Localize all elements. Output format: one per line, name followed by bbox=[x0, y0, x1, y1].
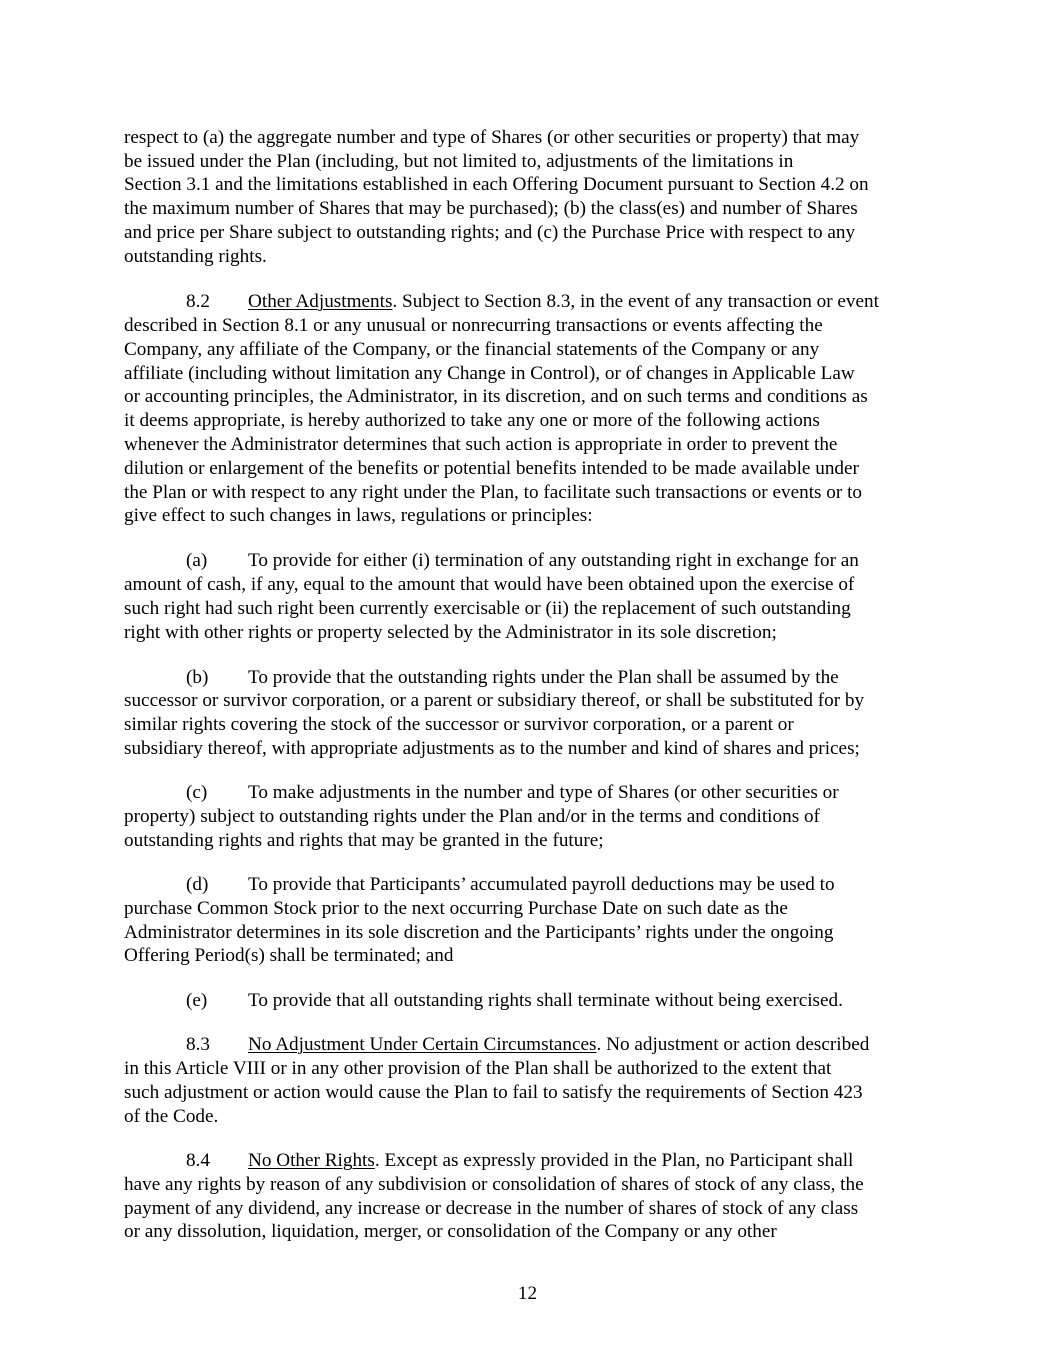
section-number: 8.4 bbox=[186, 1150, 210, 1171]
section-8-4-first-line bbox=[186, 1149, 853, 1173]
section-heading: No Other Rights bbox=[248, 1150, 375, 1171]
paragraph-line: Section 3.1 and the limitations established in each Offering Document pursuant to Section 4.2 on bbox=[124, 174, 869, 195]
paragraph-line: or any dissolution, liquidation, merger, or consolidation of the Company or any other bbox=[124, 1221, 777, 1242]
paragraph-line: such right had such right been currently exercisable or (ii) the replacement of such outstanding bbox=[124, 598, 851, 619]
paragraph-line: or accounting principles, the Administrator, in its discretion, and on such terms and conditions as bbox=[124, 386, 868, 407]
paragraph-line: Offering Period(s) shall be terminated; and bbox=[124, 945, 454, 966]
paragraph-line: described in Section 8.1 or any unusual or nonrecurring transactions or events affecting the bbox=[124, 315, 823, 336]
page-number: 12 bbox=[517, 1283, 538, 1304]
paragraph-line: outstanding rights. bbox=[124, 246, 267, 267]
paragraph-line: property) subject to outstanding rights under the Plan and/or in the terms and conditions of bbox=[124, 806, 820, 827]
paragraph-line: amount of cash, if any, equal to the amount that would have been obtained upon the exercise of bbox=[124, 574, 855, 595]
clause-c-first-line bbox=[186, 781, 839, 805]
paragraph-line: similar rights covering the stock of the successor or survivor corporation, or a parent or bbox=[124, 714, 794, 735]
section-8-3-first-line bbox=[186, 1033, 869, 1057]
clause-label: (a) bbox=[186, 550, 208, 571]
paragraph-line: the maximum number of Shares that may be purchased); (b) the class(es) and number of Shares bbox=[124, 198, 858, 219]
section-text: . Subject to Section 8.3, in the event of any transaction or event bbox=[392, 291, 879, 312]
clause-text: To make adjustments in the number and type of Shares (or other securities or bbox=[248, 782, 839, 803]
paragraph-line: in this Article VIII or in any other provision of the Plan shall be authorized to the extent that bbox=[124, 1058, 832, 1079]
clause-label: (e) bbox=[186, 990, 208, 1011]
paragraph-line: such adjustment or action would cause the Plan to fail to satisfy the requirements of Section 423 bbox=[124, 1082, 863, 1103]
paragraph-line: successor or survivor corporation, or a parent or subsidiary thereof, or shall be substituted for by bbox=[124, 690, 865, 711]
paragraph-line: it deems appropriate, is hereby authorized to take any one or more of the following actions bbox=[124, 410, 820, 431]
paragraph-line: respect to (a) the aggregate number and type of Shares (or other securities or property) that may bbox=[124, 127, 860, 148]
section-text: . No adjustment or action described bbox=[596, 1034, 870, 1055]
paragraph-line: whenever the Administrator determines that such action is appropriate in order to prevent the bbox=[124, 434, 838, 455]
clause-text: To provide that the outstanding rights under the Plan shall be assumed by the bbox=[248, 667, 839, 688]
section-heading: No Adjustment Under Certain Circumstances bbox=[248, 1034, 597, 1055]
clause-text: To provide that Participants’ accumulated payroll deductions may be used to bbox=[248, 874, 835, 895]
paragraph-line: and price per Share subject to outstanding rights; and (c) the Purchase Price with respect to any bbox=[124, 222, 856, 243]
section-8-2-first-line bbox=[186, 290, 879, 314]
clause-text: To provide that all outstanding rights shall terminate without being exercised. bbox=[248, 990, 843, 1011]
section-number: 8.3 bbox=[186, 1034, 210, 1055]
clause-e-first-line bbox=[186, 989, 843, 1013]
paragraph-line: Company, any affiliate of the Company, or the financial statements of the Company or any bbox=[124, 339, 820, 360]
paragraph-line: the Plan or with respect to any right under the Plan, to facilitate such transactions or events or to bbox=[124, 482, 862, 503]
paragraph-line: payment of any dividend, any increase or decrease in the number of shares of stock of any class bbox=[124, 1198, 859, 1219]
clause-label: (d) bbox=[186, 874, 209, 895]
paragraph-line: have any rights by reason of any subdivision or consolidation of shares of stock of any class, the bbox=[124, 1174, 864, 1195]
paragraph-line: of the Code. bbox=[124, 1106, 219, 1127]
paragraph-line: right with other rights or property selected by the Administrator in its sole discretion; bbox=[124, 622, 777, 643]
section-text: . Except as expressly provided in the Plan, no Participant shall bbox=[374, 1150, 854, 1171]
clause-text: To provide for either (i) termination of any outstanding right in exchange for an bbox=[248, 550, 859, 571]
paragraph-line: subsidiary thereof, with appropriate adjustments as to the number and kind of shares and prices; bbox=[124, 738, 860, 759]
clause-b-first-line bbox=[186, 666, 839, 690]
section-heading: Other Adjustments bbox=[248, 291, 393, 312]
paragraph-line: purchase Common Stock prior to the next occurring Purchase Date on such date as the bbox=[124, 898, 788, 919]
paragraph-line: outstanding rights and rights that may be granted in the future; bbox=[124, 830, 604, 851]
section-number: 8.2 bbox=[186, 291, 210, 312]
paragraph-line: affiliate (including without limitation any Change in Control), or of changes in Applicable Law bbox=[124, 363, 855, 384]
clause-label: (c) bbox=[186, 782, 208, 803]
paragraph-line: be issued under the Plan (including, but not limited to, adjustments of the limitations in bbox=[124, 151, 794, 172]
paragraph-line: give effect to such changes in laws, regulations or principles: bbox=[124, 505, 593, 526]
clause-d-first-line bbox=[186, 873, 835, 897]
paragraph-line: dilution or enlargement of the benefits or potential benefits intended to be made available under bbox=[124, 458, 859, 479]
clause-a-first-line bbox=[186, 549, 859, 573]
paragraph-line: Administrator determines in its sole discretion and the Participants’ rights under the ongoing bbox=[124, 922, 834, 943]
clause-label: (b) bbox=[186, 667, 209, 688]
